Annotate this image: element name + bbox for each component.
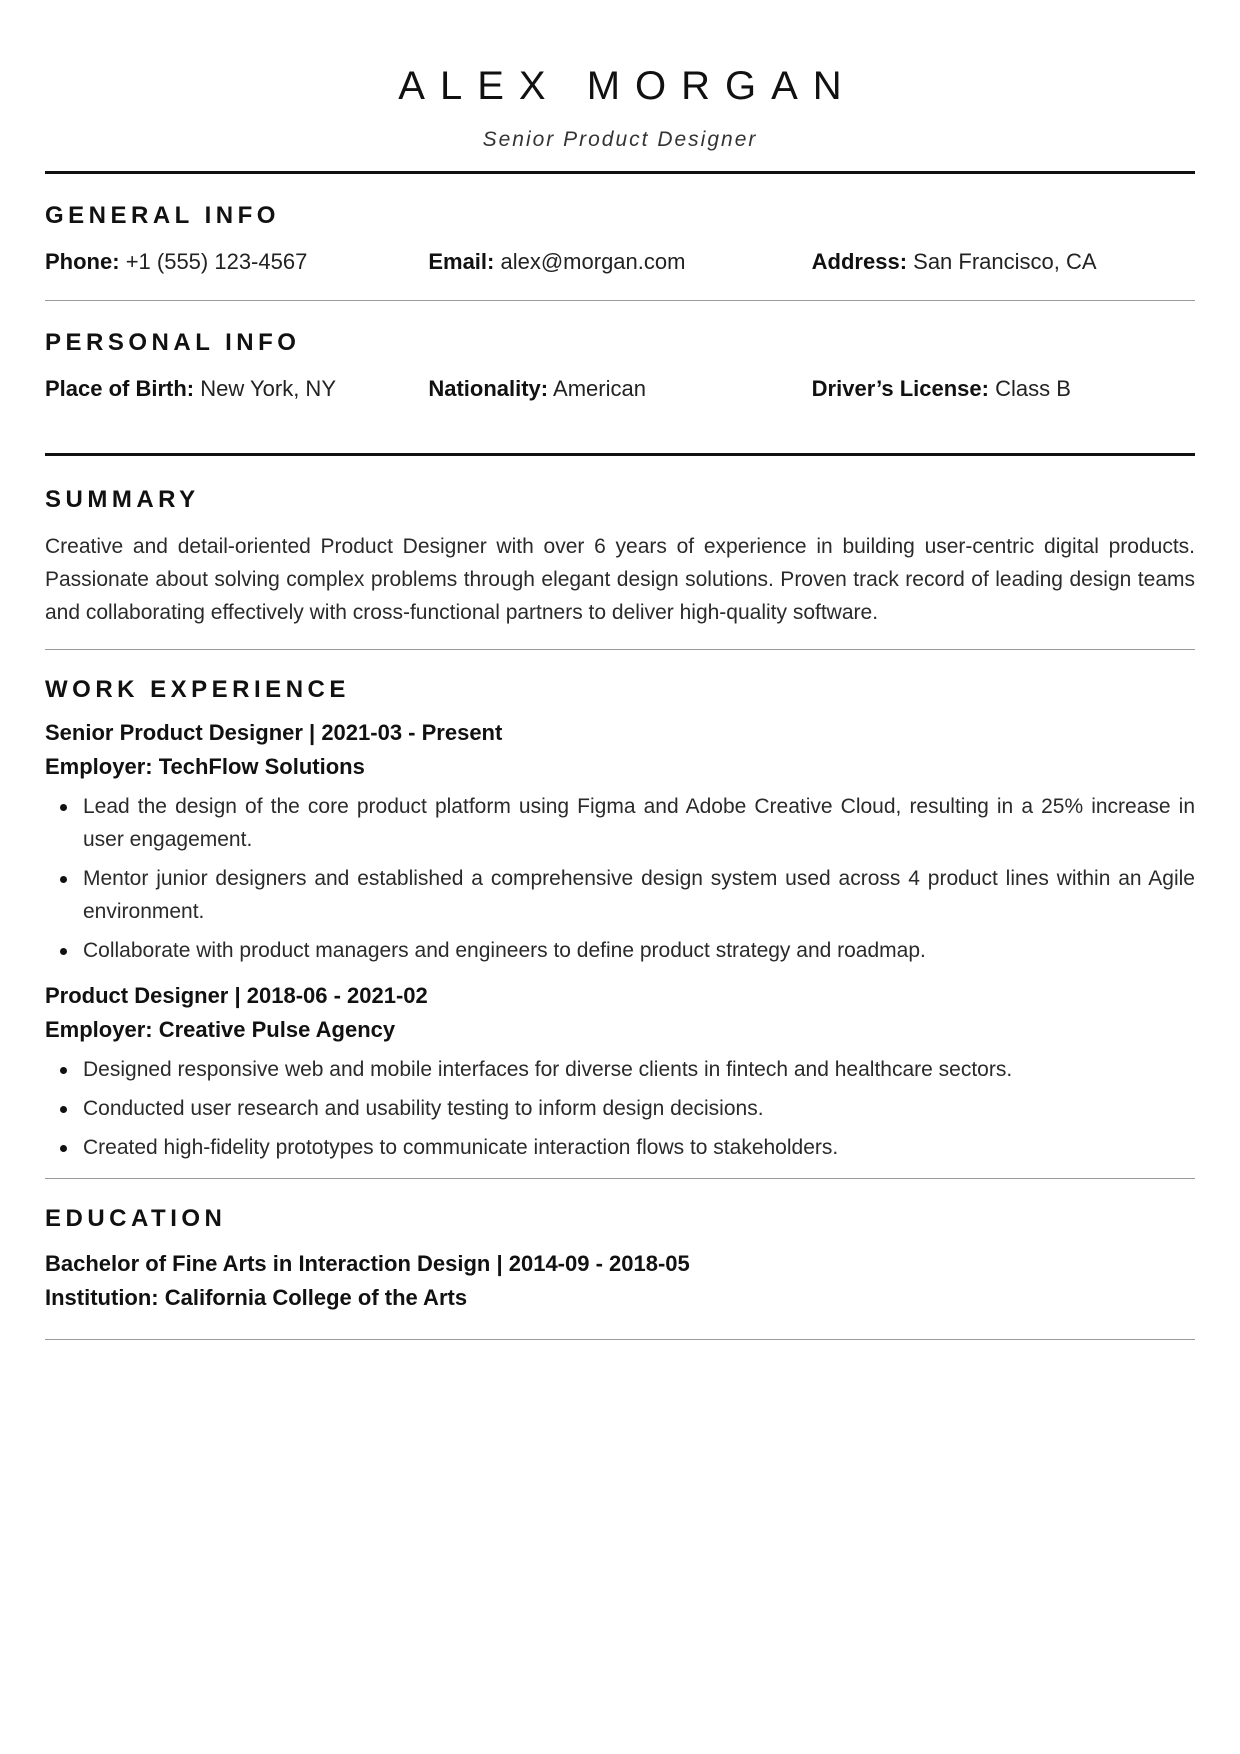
job-entry	[45, 979, 1195, 1164]
section-heading-education: EDUCATION	[45, 1205, 227, 1232]
list-item: Designed responsive web and mobile interfaces for diverse clients in fintech and healthcare sectors.	[45, 1053, 1195, 1086]
section-divider	[45, 1339, 1195, 1340]
job-entry	[45, 716, 1195, 967]
address-label: Address:	[811, 249, 908, 274]
job-employer-line: Employer: TechFlow Solutions	[45, 754, 365, 779]
address-field	[812, 248, 1195, 276]
section-heading-summary: SUMMARY	[45, 486, 200, 513]
list-item: Conducted user research and usability testing to inform design decisions.	[45, 1092, 1195, 1125]
institution-line: Institution: California College of the Arts	[45, 1285, 468, 1310]
resume-header	[45, 0, 1195, 153]
birth-value: New York, NY	[200, 376, 336, 401]
work-experience-section	[45, 650, 1195, 1164]
list-item: Mentor junior designers and established a comprehensive design system used across 4 product lines within an Agile environment.	[45, 862, 1195, 928]
education-entry	[45, 1247, 1195, 1315]
job-employer-line: Employer: Creative Pulse Agency	[45, 1017, 396, 1042]
nationality-value: American	[553, 376, 646, 401]
license-label: Driver’s License:	[811, 376, 989, 401]
education-section	[45, 1179, 1195, 1315]
candidate-title: Senior Product Designer	[482, 128, 758, 151]
summary-section	[45, 456, 1195, 629]
nationality-field	[428, 375, 811, 403]
phone-field	[45, 248, 428, 276]
list-item: Created high-fidelity prototypes to communicate interaction flows to stakeholders.	[45, 1131, 1195, 1164]
phone-label: Phone:	[45, 249, 120, 274]
email-field	[428, 248, 811, 276]
address-value: San Francisco, CA	[913, 249, 1097, 274]
general-info-section	[45, 174, 1195, 276]
degree-line: Bachelor of Fine Arts in Interaction Design | 2014-09 - 2018-05	[45, 1251, 690, 1276]
birth-label: Place of Birth:	[45, 376, 195, 401]
phone-value: +1 (555) 123-4567	[125, 249, 308, 274]
email-value: alex@morgan.com	[500, 249, 686, 274]
job-bullet-list	[45, 790, 1195, 967]
list-item: Collaborate with product managers and engineers to define product strategy and roadmap.	[45, 934, 1195, 967]
summary-text: Creative and detail-oriented Product Designer with over 6 years of experience in building user-centric digital products. Passionate about solving complex problems through elegant design solutions. Proven track record of leading design teams and collaborating effectively with cross-functional partners to deliver high-quality software.	[45, 535, 1195, 624]
birth-field	[45, 375, 428, 403]
job-bullet-list	[45, 1053, 1195, 1164]
list-item: Lead the design of the core product platform using Figma and Adobe Creative Cloud, resulting in a 25% increase in user engagement.	[45, 790, 1195, 856]
section-heading-general-info: GENERAL INFO	[45, 202, 280, 229]
license-field	[812, 375, 1195, 403]
job-role-line: Product Designer | 2018-06 - 2021-02	[45, 983, 428, 1008]
job-role-line: Senior Product Designer | 2021-03 - Present	[45, 720, 503, 745]
email-label: Email:	[428, 249, 495, 274]
personal-info-section	[45, 301, 1195, 403]
personal-info-row	[45, 375, 1195, 403]
section-heading-personal-info: PERSONAL INFO	[45, 329, 301, 356]
general-info-row	[45, 248, 1195, 276]
nationality-label: Nationality:	[428, 376, 549, 401]
section-heading-work-experience: WORK EXPERIENCE	[45, 676, 350, 703]
candidate-name: ALEX MORGAN	[398, 64, 857, 108]
license-value: Class B	[995, 376, 1071, 401]
